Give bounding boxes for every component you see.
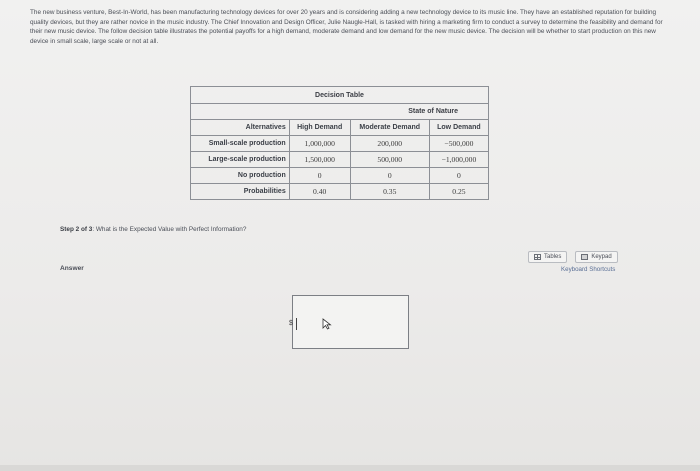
answer-input[interactable] (296, 318, 297, 330)
cell: 500,000 (350, 152, 429, 168)
row-label: Small-scale production (191, 136, 290, 152)
header-row (191, 120, 489, 136)
table-row (191, 168, 489, 184)
decision-table (190, 86, 489, 200)
keypad-label: Keypad (591, 254, 612, 260)
cell: 0.35 (350, 184, 429, 200)
tables-button[interactable] (528, 251, 567, 263)
cell: 0 (289, 168, 350, 184)
col-header: Moderate Demand (350, 120, 429, 136)
cell: 200,000 (350, 136, 429, 152)
cell: −1,000,000 (429, 152, 488, 168)
state-of-nature-header: State of Nature (289, 104, 488, 120)
row-label: Large-scale production (191, 152, 290, 168)
cell: 0.40 (289, 184, 350, 200)
step-prompt (60, 226, 246, 233)
mouse-pointer-icon (322, 318, 332, 330)
col-header: Alternatives (191, 120, 290, 136)
cell: 1,500,000 (289, 152, 350, 168)
table-title: Decision Table (191, 87, 489, 104)
bottom-bar (0, 465, 700, 471)
col-header: High Demand (289, 120, 350, 136)
cell: 0.25 (429, 184, 488, 200)
keypad-icon (581, 254, 588, 260)
table-row (191, 152, 489, 168)
cell: 0 (429, 168, 488, 184)
keypad-button[interactable] (575, 251, 617, 263)
col-header: Low Demand (429, 120, 488, 136)
answer-box[interactable] (292, 295, 409, 349)
tool-bar (528, 251, 618, 263)
cell: 0 (350, 168, 429, 184)
table-icon (534, 254, 541, 260)
row-label: No production (191, 168, 290, 184)
problem-text: The new business venture, Best-In-World, has been manufacturing technology devices for over 20 years and is considering adding a new technology device to its music line. They have an established reputation for building quality devices, but they are rather novice in the music industry. The Chief Innovation and Design Officer, Julie Naugle-Hall, is tasked with hiring a marketing firm to conduct a survey to determine the feasibility and demand for their new music device. The follow decision table illustrates the potential payoffs for a high demand, moderate demand and low demand for the new music device. The decision will be whether to start production on this new device in small scale, large scale or not at all. (30, 9, 663, 45)
table-row (191, 136, 489, 152)
cell: 1,000,000 (289, 136, 350, 152)
step-label: Step 2 of 3 (60, 226, 93, 233)
cell: −500,000 (429, 136, 488, 152)
answer-label: Answer (60, 265, 84, 272)
dollar-prefix: $ (289, 320, 293, 327)
step-question: : What is the Expected Value with Perfect Information? (92, 226, 247, 233)
tables-label: Tables (544, 254, 562, 260)
row-label: Probabilities (191, 184, 290, 200)
table-row (191, 184, 489, 200)
keyboard-shortcuts-link[interactable]: Keyboard Shortcuts (561, 266, 616, 273)
